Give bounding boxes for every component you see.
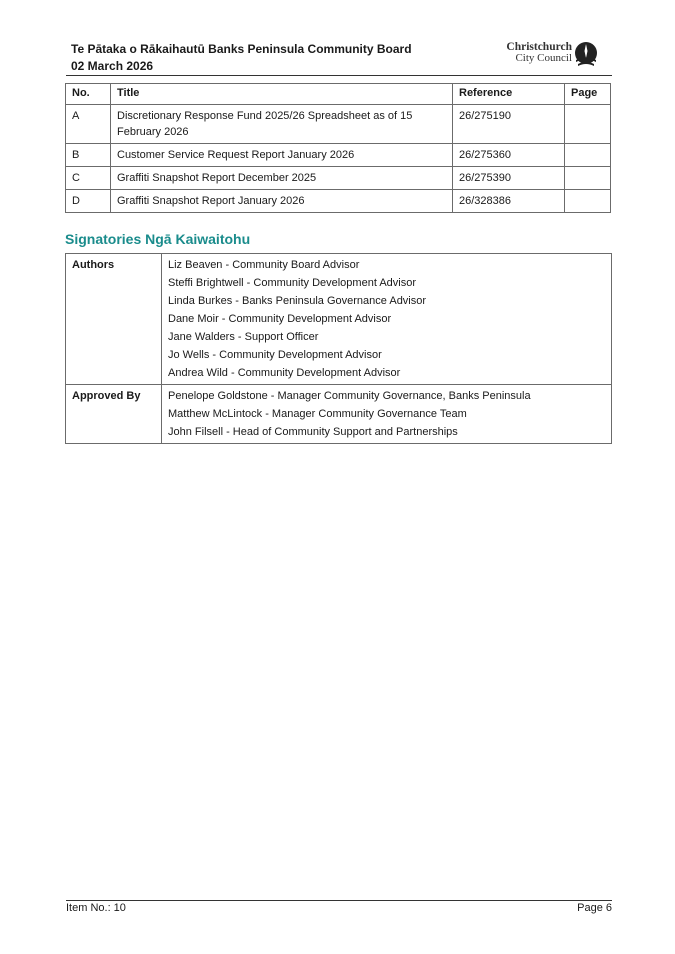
item-number: Item No.: 10 [66, 902, 126, 914]
header-divider [66, 75, 612, 76]
author-name: Andrea Wild - Community Development Advisor [168, 367, 401, 379]
council-logo [498, 42, 600, 68]
row-no: D [66, 190, 111, 213]
author-name: Jo Wells - Community Development Advisor [168, 349, 382, 361]
row-page [565, 144, 611, 167]
table-row [66, 144, 611, 167]
col-reference-header: Reference [453, 84, 565, 105]
row-page [565, 105, 611, 144]
approved-label: Approved By [66, 385, 162, 444]
col-page-header: Page [565, 84, 611, 105]
approver-name: John Filsell - Head of Community Support and Partnerships [168, 426, 458, 438]
row-no: B [66, 144, 111, 167]
authors-list [162, 254, 612, 385]
approver-name: Matthew McLintock - Manager Community Governance Team [168, 408, 467, 420]
approved-list [162, 385, 612, 444]
author-name: Liz Beaven - Community Board Advisor [168, 259, 360, 271]
row-no: C [66, 167, 111, 190]
row-title: Discretionary Response Fund 2025/26 Spreadsheet as of 15 February 2026 [111, 105, 453, 144]
footer-divider [66, 900, 612, 901]
row-page [565, 190, 611, 213]
table-row [66, 167, 611, 190]
approver-name: Penelope Goldstone - Manager Community Governance, Banks Peninsula [168, 390, 531, 402]
row-reference: 26/275390 [453, 167, 565, 190]
signatories-heading: Signatories Ngā Kaiwaitohu [65, 231, 251, 247]
col-title-header: Title [111, 84, 453, 105]
table-header-row [66, 84, 611, 105]
authors-row [66, 254, 612, 385]
approved-row [66, 385, 612, 444]
board-name: Te Pātaka o Rākaihautū Banks Peninsula Community Board [71, 42, 412, 56]
row-title: Graffiti Snapshot Report January 2026 [111, 190, 453, 213]
table-row [66, 105, 611, 144]
row-title: Graffiti Snapshot Report December 2025 [111, 167, 453, 190]
row-reference: 26/328386 [453, 190, 565, 213]
row-page [565, 167, 611, 190]
logo-text-line2: City Council [515, 52, 572, 64]
row-title: Customer Service Request Report January 2026 [111, 144, 453, 167]
authors-label: Authors [66, 254, 162, 385]
author-name: Steffi Brightwell - Community Development Advisor [168, 277, 417, 289]
meeting-date: 02 March 2026 [71, 59, 154, 73]
row-no: A [66, 105, 111, 144]
author-name: Dane Moir - Community Development Advisor [168, 313, 392, 325]
table-row [66, 190, 611, 213]
cathedral-logo-icon [574, 42, 598, 68]
author-name: Jane Walders - Support Officer [168, 331, 319, 343]
col-no-header: No. [66, 84, 111, 105]
row-reference: 26/275360 [453, 144, 565, 167]
logo-text-line1: Christchurch [506, 41, 572, 53]
attachments-table [65, 83, 611, 213]
page-number: Page 6 [577, 902, 612, 914]
author-name: Linda Burkes - Banks Peninsula Governance Advisor [168, 295, 427, 307]
row-reference: 26/275190 [453, 105, 565, 144]
signatories-table [65, 253, 612, 444]
